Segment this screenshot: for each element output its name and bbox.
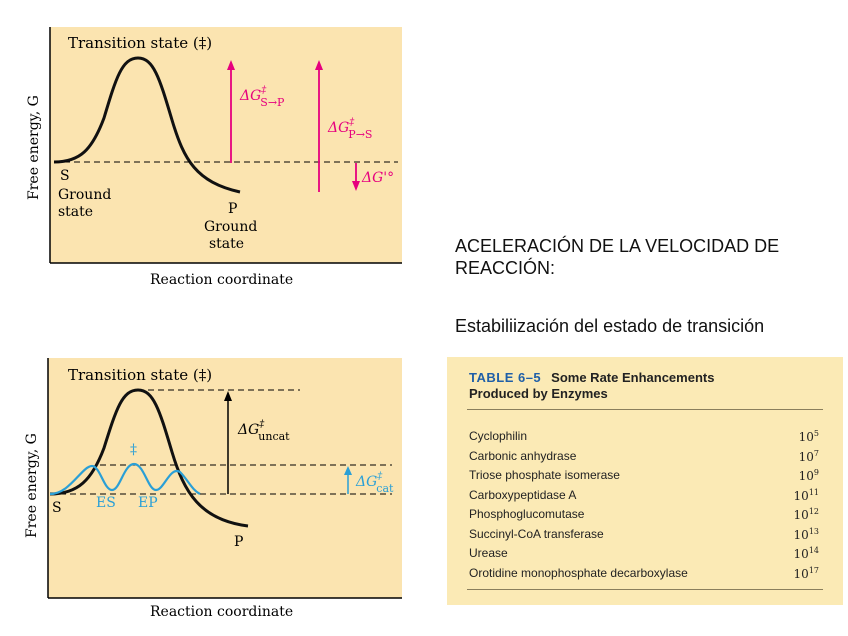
rate-enhancement-value: $10^5$ — [798, 429, 819, 444]
table-number: TABLE 6–5 — [469, 370, 542, 385]
energy-diagram-catalyzed — [0, 340, 440, 636]
rate-enhancement-value: $10^9$ — [798, 468, 819, 483]
dg0-label: ΔG'° — [362, 170, 395, 186]
table-row — [469, 429, 819, 445]
dg-s-to-p-label: ΔG‡ S→P — [240, 85, 285, 109]
subheading: Estabiliización del estado de transición — [455, 316, 765, 336]
table-row — [469, 507, 819, 523]
es-label: ES — [96, 495, 116, 511]
y-axis-label: Free energy, G — [26, 95, 42, 200]
dg-cat-label: ΔG‡ cat — [356, 471, 394, 495]
table-title — [469, 370, 714, 402]
transition-state-label: Transition state (‡) — [68, 34, 213, 52]
s-label: S — [52, 500, 62, 516]
s-label: S — [60, 168, 70, 184]
enzyme-name: Orotidine monophosphate decarboxylase — [469, 565, 688, 580]
rate-enhancement-value: $10^7$ — [798, 448, 819, 464]
enzyme-name: Carboxypeptidase A — [469, 487, 577, 502]
table-row — [469, 468, 819, 484]
enzyme-name: Phosphoglucomutase — [469, 507, 585, 521]
table-row — [469, 566, 819, 582]
ground-state-p-line1: Ground — [204, 219, 258, 235]
ground-state-s-line1: Ground — [58, 187, 112, 203]
enzyme-name: Triose phosphate isomerase — [469, 468, 620, 482]
table-bottom-rule — [467, 589, 823, 590]
rate-enhancement-value: $10^{14}$ — [793, 546, 819, 561]
enzyme-name: Succinyl-CoA transferase — [469, 526, 604, 541]
table-row — [469, 449, 819, 465]
table-title-line1: Some Rate Enhancements — [551, 370, 715, 385]
table-row — [469, 527, 819, 543]
rate-enhancement-value: $10^{12}$ — [793, 507, 819, 522]
rate-enhancement-table — [447, 357, 843, 605]
table-row — [469, 546, 819, 562]
x-axis-label: Reaction coordinate — [150, 272, 294, 288]
table-row — [469, 488, 819, 504]
dagger-label: ‡ — [130, 442, 137, 458]
dg-p-to-s-label: ΔG‡ P→S — [328, 117, 373, 141]
transition-state-label: Transition state (‡) — [68, 366, 213, 384]
ground-state-p-line2: state — [209, 236, 245, 252]
rate-enhancement-value: $10^{13}$ — [793, 526, 819, 542]
energy-diagram-uncatalyzed — [0, 0, 440, 300]
dg-uncat-label: ΔG‡ uncat — [238, 419, 290, 443]
heading: ACELERACIÓN DE LA VELOCIDAD DE REACCIÓN: — [455, 236, 780, 278]
table-top-rule — [467, 409, 823, 410]
rate-enhancement-value: $10^{11}$ — [793, 487, 819, 503]
p-label: P — [234, 534, 244, 550]
enzyme-name: Urease — [469, 546, 508, 560]
rate-enhancement-value: $10^{17}$ — [793, 565, 819, 581]
y-axis-label: Free energy, G — [24, 433, 40, 538]
table-title-line2: Produced by Enzymes — [469, 386, 608, 401]
enzyme-name: Cyclophilin — [469, 429, 528, 443]
enzyme-name: Carbonic anhydrase — [469, 448, 577, 463]
ep-label: EP — [138, 495, 158, 511]
ground-state-s-line2: state — [58, 204, 94, 220]
p-label: P — [228, 201, 238, 217]
x-axis-label: Reaction coordinate — [150, 604, 294, 620]
